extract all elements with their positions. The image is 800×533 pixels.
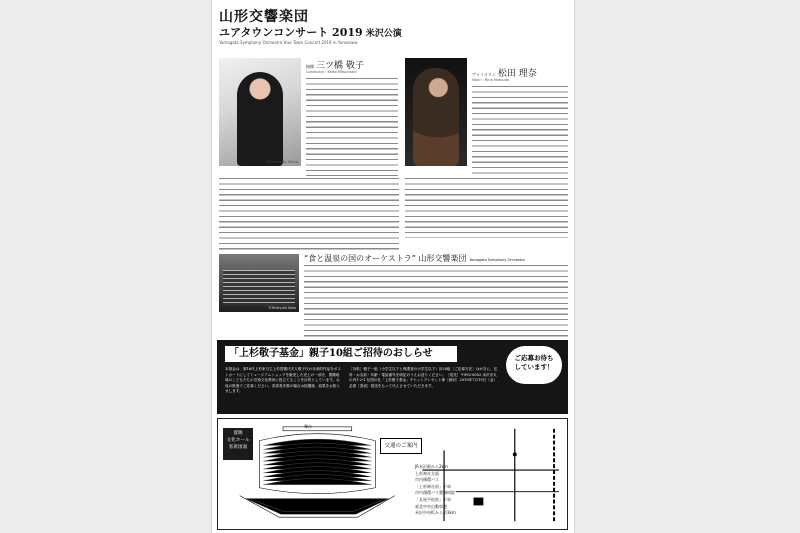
bubble-line-2: しています！	[514, 363, 554, 371]
concert-title	[219, 24, 402, 40]
conductor-name-text: 三ツ橋 敬子	[316, 61, 364, 71]
route-4: 「上杉神社前」下車	[415, 483, 451, 489]
orchestra-name: 山形交響楽団	[219, 9, 309, 25]
flyer-page	[212, 0, 574, 533]
concert-title-english: Yamagata Symphony Orchestra Your Town Concert 2019 in Yonezawa	[219, 40, 358, 45]
conductor-biography	[306, 78, 398, 176]
route-7: 東北中央自動車道	[415, 503, 447, 509]
concert-title-main: ユアタウンコンサート 2019	[219, 26, 363, 39]
orchestra-photo	[219, 254, 299, 312]
route-5: 市内循環バス置賜病院	[415, 490, 455, 496]
conductor-biography-cont	[219, 178, 399, 250]
violinist-photo	[405, 58, 467, 166]
seat-rows	[263, 439, 371, 485]
fund-invitation-title: 「上杉敬子基金」親子10組ご招待のおしらせ	[225, 346, 457, 362]
venue-marker	[474, 498, 484, 506]
violinist-romaji: Violin : Rina Matsuda	[472, 78, 509, 82]
orchestra-section-heading: “食と温泉の国のオーケストラ” 山形交響楽団	[304, 254, 467, 263]
seat-chart	[240, 427, 395, 517]
balcony-rows	[246, 499, 389, 515]
conductor-photo	[219, 58, 301, 166]
route-6: 「丸屋平松前」下車	[415, 496, 451, 502]
violinist-role: ヴァイオリン	[472, 72, 496, 77]
orchestra-section-english: Yamagata Symphony Orchestra	[469, 258, 525, 262]
route-1: JR米沢駅から2km	[415, 464, 448, 469]
route-2: 上杉神社方面	[415, 470, 439, 476]
route-8: 米沢中央ICから約3km	[415, 510, 456, 516]
orchestra-description	[304, 265, 568, 337]
concert-venue: 米沢公演	[365, 29, 402, 39]
seat-title-2: 文化ホール	[226, 438, 250, 443]
orchestra-section-title	[304, 253, 525, 264]
orchestra-stage-image	[223, 270, 295, 306]
violinist-figure	[413, 68, 459, 166]
landmark-dot	[513, 452, 517, 456]
violinist-biography-cont	[405, 178, 568, 238]
access-routes	[415, 464, 456, 517]
fund-invitation-banner	[217, 340, 568, 414]
venue-seat-chart-and-map	[218, 419, 567, 529]
application-bubble	[506, 346, 562, 384]
stage-label: 舞台	[304, 424, 312, 429]
venue-info-footer	[217, 418, 568, 530]
conductor-role: 指揮	[306, 64, 314, 69]
access-guide-title: 交通のご案内	[380, 438, 422, 454]
conductor-romaji: Conductor : Keiko Mitsuhashi	[306, 70, 357, 74]
photo-credit: ©Fukuhachi Okuro	[265, 160, 298, 164]
bubble-line-1: ご応募お待ち	[514, 354, 554, 362]
conductor-figure	[237, 72, 283, 166]
violinist-biography	[472, 86, 568, 174]
route-3: 市内循環バス	[415, 477, 439, 483]
seat-title-3: 客席図面	[228, 445, 248, 450]
application-details: ［対象］親子一組（小学生以下と保護者の小学生以下）計20組［ご応募方法］はがきに、住所・お名前・年齢・電話番号を明記のうえお送りください。［宛先］〒992-0052 米沢市丸の内1-2-1 伝国の杜「上杉敬子基金」チケットプレゼント係［締切］2019年7月19日（金）必着［発表］発送をもって代えさせていただきます。	[349, 367, 498, 388]
stage-outline	[283, 427, 352, 431]
orchestra-photo-credit: ©Hideyuki Kato	[268, 306, 296, 310]
seat-chart-label	[223, 428, 253, 460]
fund-description: 本基金は、第16代上杉家当主上杉国憲氏夫人敬子氏の未来的作品をポストカードにしてミュージアムショップを販売した売上の一部を、置賜地域のこどもたちの芸術文化教育に役立てることを目的としています。お返の推進でご応募ください。希望者多数の場合は抽選後、結果をお知らせします。	[225, 367, 341, 394]
violinist-name-text: 松田 理奈	[497, 69, 537, 79]
seat-title-1: 置賜	[233, 431, 243, 436]
